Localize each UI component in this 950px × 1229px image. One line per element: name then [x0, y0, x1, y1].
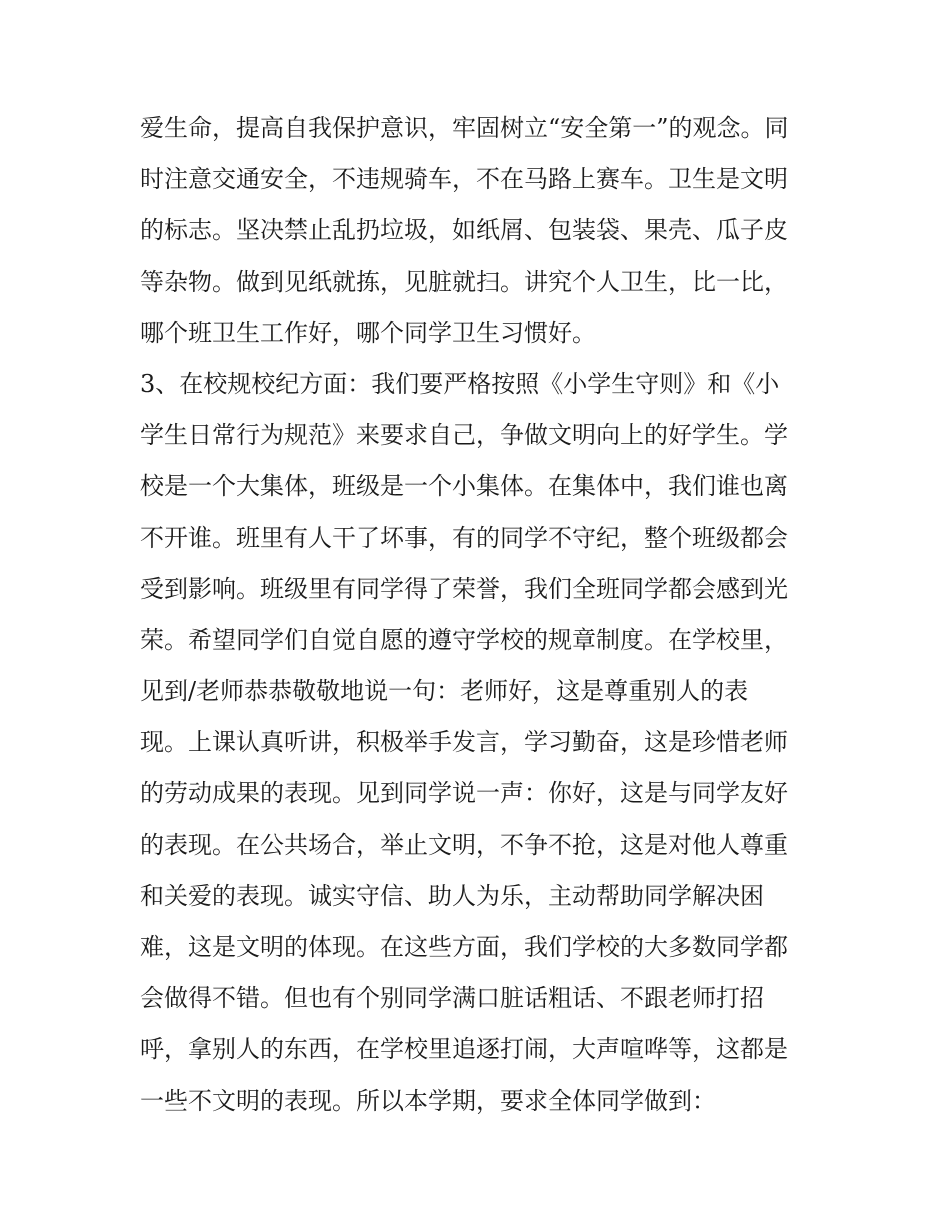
text-line: 时注意交通安全，不违规骑车，不在马路上赛车。卫生是文明 [140, 165, 788, 194]
text-line: 学生日常行为规范》来要求自己，争做文明向上的好学生。学 [140, 421, 788, 450]
text-line: 哪个班卫生工作好，哪个同学卫生习惯好。 [140, 318, 596, 347]
body-text [140, 103, 820, 1127]
text-line: 呼，拿别人的东西，在学校里追逐打闹，大声喧哗等，这都是 [140, 1035, 788, 1064]
text-line: 的表现。在公共场合，举止文明，不争不抢，这是对他人尊重 [140, 830, 788, 859]
text-line: 等杂物。做到见纸就拣，见脏就扫。讲究个人卫生，比一比， [140, 267, 788, 296]
text-line: 会做得不错。但也有个别同学满口脏话粗话、不跟老师打招 [140, 984, 764, 1013]
text-line: 的劳动成果的表现。见到同学说一声：你好，这是与同学友好 [140, 779, 788, 808]
text-line: 爱生命，提高自我保护意识，牢固树立“安全第一”的观念。同 [140, 114, 789, 142]
text-line: 荣。希望同学们自觉自愿的遵守学校的规章制度。在学校里， [140, 625, 788, 654]
text-line: 难，这是文明的体现。在这些方面，我们学校的大多数同学都 [140, 933, 788, 961]
text-line: 见到/老师恭恭敬敬地说一句：老师好，这是尊重别人的表 [140, 677, 749, 706]
text-line: 不开谁。班里有人干了坏事，有的同学不守纪，整个班级都会 [140, 523, 788, 552]
text-line: 一些不文明的表现。所以本学期，要求全体同学做到： [140, 1086, 716, 1115]
text-line: 3、在校规校纪方面：我们要严格按照《小学生守则》和《小 [140, 369, 780, 398]
text-line: 校是一个大集体，班级是一个小集体。在集体中，我们谁也离 [140, 472, 788, 501]
text-line: 现。上课认真听讲，积极举手发言，学习勤奋，这是珍惜老师 [140, 728, 788, 757]
text-line: 的标志。坚决禁止乱扔垃圾，如纸屑、包装袋、果壳、瓜子皮 [140, 216, 788, 245]
text-line: 和关爱的表现。诚实守信、助人为乐，主动帮助同学解决困 [140, 881, 764, 910]
text-line: 受到影响。班级里有同学得了荣誉，我们全班同学都会感到光 [140, 574, 788, 603]
